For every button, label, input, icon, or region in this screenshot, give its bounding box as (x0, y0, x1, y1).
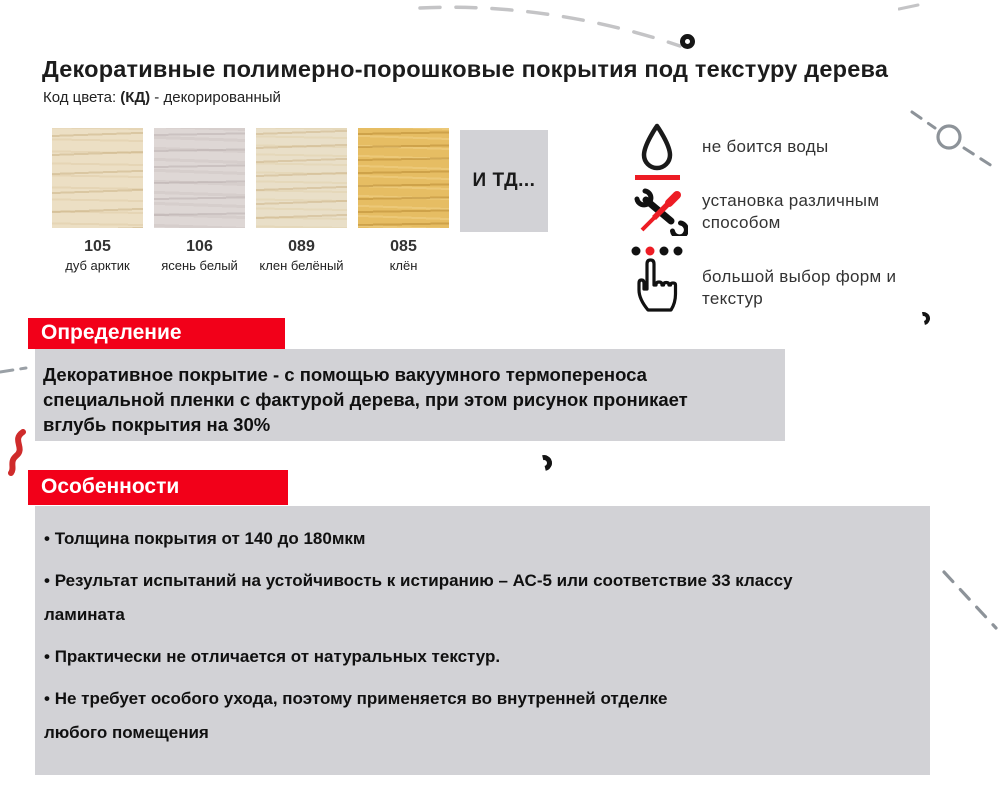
swatch-code: 106 (186, 238, 213, 255)
wood-texture-image (154, 128, 245, 228)
definition-panel: Декоративное покрытие - с помощью вакуумного термопереноса специальной пленки с фактурой дерева, при этом рисунок проникает вглубь покрытия на 30% (35, 349, 785, 441)
page-title: Декоративные полимерно-порошковые покрытия под текстуру дерева (42, 56, 889, 82)
swatch-code: 089 (288, 238, 315, 255)
swatch-code: 105 (84, 238, 111, 255)
swatch-105 (52, 128, 143, 273)
swatch-name: клен белёный (259, 258, 344, 273)
donut-dot-decoration (680, 34, 695, 49)
color-code-subtitle (43, 89, 281, 106)
feature-bullet: • Практически не отличается от натуральных текстур. (44, 640, 910, 674)
crescent-decoration (533, 452, 555, 474)
swatch-106 (154, 128, 245, 273)
dash-decoration-top-right (898, 2, 922, 12)
benefit-label: установка различным способом (702, 191, 880, 233)
water-drop-icon (630, 122, 690, 182)
dash-decoration-left (0, 362, 30, 378)
benefit-list (630, 122, 970, 314)
subtitle-code: (КД) (120, 89, 151, 106)
swatch-name: дуб арктик (65, 258, 130, 273)
benefit-choice (630, 244, 970, 314)
feature-bullet: • Толщина покрытия от 140 до 180мкм (44, 522, 910, 556)
definition-heading: Определение (28, 318, 285, 349)
feature-bullet: • Не требует особого ухода, поэтому применяется во внутренней отделке любого помещения (44, 682, 734, 750)
benefit-label: большой выбор форм и текстур (702, 267, 897, 309)
wood-texture-image (52, 128, 143, 228)
swatch-name: ясень белый (161, 258, 238, 273)
color-swatches (52, 128, 551, 273)
swatch-code: 085 (390, 238, 417, 255)
benefit-label: не боится воды (702, 137, 829, 156)
subtitle-suffix: - декорированный (150, 89, 281, 106)
feature-bullet: • Результат испытаний на устойчивость к истиранию – АС-5 или соответствие 33 классу ламината (44, 564, 854, 632)
swatch-085 (358, 128, 449, 273)
swatch-name: клён (389, 258, 418, 273)
tools-icon (630, 186, 690, 236)
subtitle-prefix: Код цвета: (43, 89, 121, 106)
swatch-more (460, 128, 551, 273)
benefit-install (630, 186, 970, 236)
dash-decoration-bottom-right (938, 566, 1000, 638)
wood-texture-image (358, 128, 449, 228)
wood-texture-image (256, 128, 347, 228)
swatch-089 (256, 128, 347, 273)
benefit-water (630, 122, 970, 182)
dashed-arc-decoration (412, 2, 702, 54)
hand-pointing-icon (630, 244, 690, 314)
features-panel (35, 506, 930, 775)
features-heading: Особенности (28, 470, 288, 505)
etc-box: И ТД... (460, 130, 548, 232)
